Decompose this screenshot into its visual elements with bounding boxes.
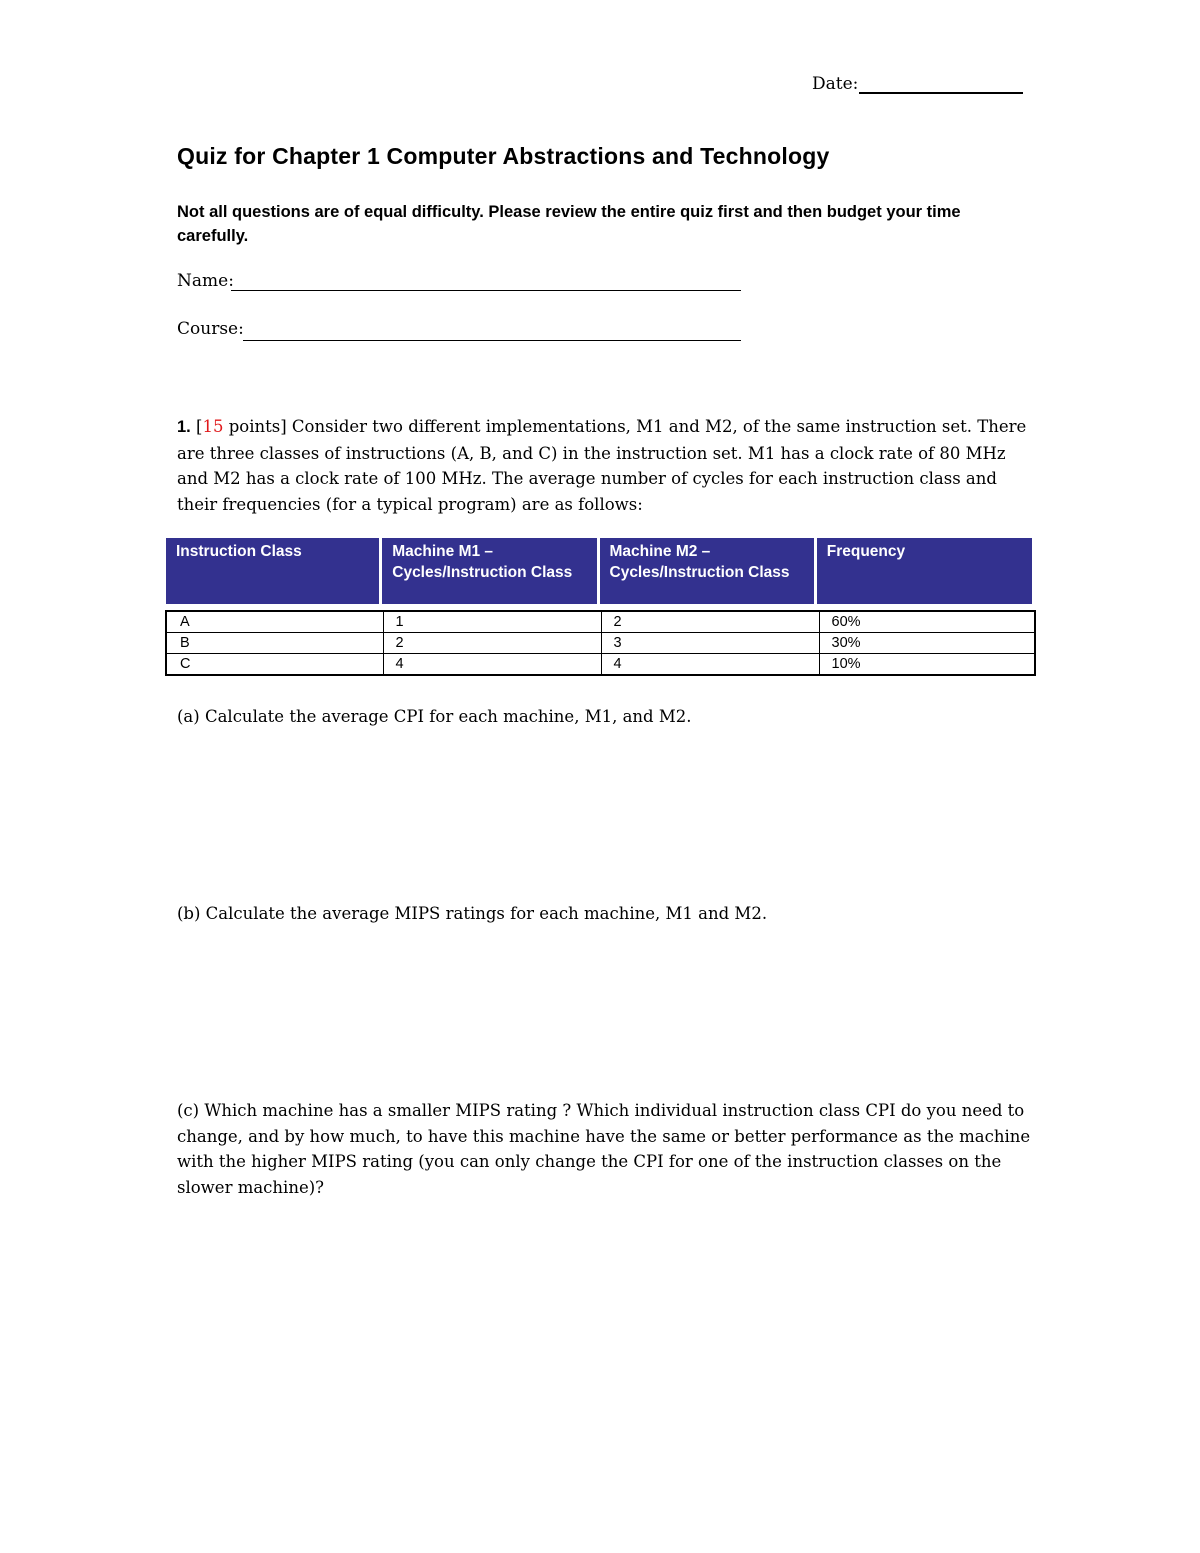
cell-frequency: 30% xyxy=(819,633,1035,654)
cell-class: A xyxy=(166,611,383,633)
cell-class: C xyxy=(166,654,383,676)
cell-m2: 2 xyxy=(601,611,819,633)
table-row xyxy=(166,611,1035,633)
part-c-question: (c) Which machine has a smaller MIPS rating ? Which individual instruction class CPI do you need to change, and by how much, to have this machine have the same or better performance as the machine with the higher MIPS rating (you can only change the CPI for one of the instruction classes on the slower machine)? xyxy=(177,1101,1031,1197)
page-title: Quiz for Chapter 1 Computer Abstractions and Technology xyxy=(177,143,830,169)
course-label: Course: xyxy=(177,319,244,339)
cell-frequency: 10% xyxy=(819,654,1035,676)
part-a-question: (a) Calculate the average CPI for each machine, M1, and M2. xyxy=(177,707,692,726)
points-open: [ xyxy=(196,417,203,436)
question-number: 1. xyxy=(177,418,191,436)
table-row xyxy=(166,654,1035,676)
header-instruction-class: Instruction Class xyxy=(166,538,379,604)
cell-m1: 4 xyxy=(383,654,601,676)
instruction-table xyxy=(165,610,1036,676)
table-row xyxy=(166,633,1035,654)
points-close: points] xyxy=(223,417,287,436)
cell-m1: 1 xyxy=(383,611,601,633)
cell-frequency: 60% xyxy=(819,611,1035,633)
name-blank-line xyxy=(231,290,741,291)
date-blank-line xyxy=(859,92,1023,94)
points-value: 15 xyxy=(202,417,224,436)
question-1 xyxy=(177,414,1032,517)
name-label: Name: xyxy=(177,271,234,291)
header-machine-m2: Machine M2 – Cycles/Instruction Class xyxy=(600,538,814,604)
cell-m1: 2 xyxy=(383,633,601,654)
part-b-question: (b) Calculate the average MIPS ratings for each machine, M1 and M2. xyxy=(177,904,768,923)
course-blank-line xyxy=(243,340,741,341)
header-machine-m1: Machine M1 – Cycles/Instruction Class xyxy=(382,538,596,604)
question-text: Consider two different implementations, M1 and M2, of the same instruction set. There are three classes of instructions (A, B, and C) in the instruction set. M1 has a clock rate of 80 MHz and M2 has a clock rate of 100 MHz. The average number of cycles for each instruction class and their frequencies (for a typical program) are as follows: xyxy=(177,417,1027,514)
instructions-text: Not all questions are of equal difficulty. Please review the entire quiz first and then budget your time carefully. xyxy=(177,203,961,245)
header-frequency: Frequency xyxy=(817,538,1032,604)
table-header xyxy=(166,538,1032,604)
cell-class: B xyxy=(166,633,383,654)
cell-m2: 3 xyxy=(601,633,819,654)
date-label: Date: xyxy=(812,74,859,94)
cell-m2: 4 xyxy=(601,654,819,676)
